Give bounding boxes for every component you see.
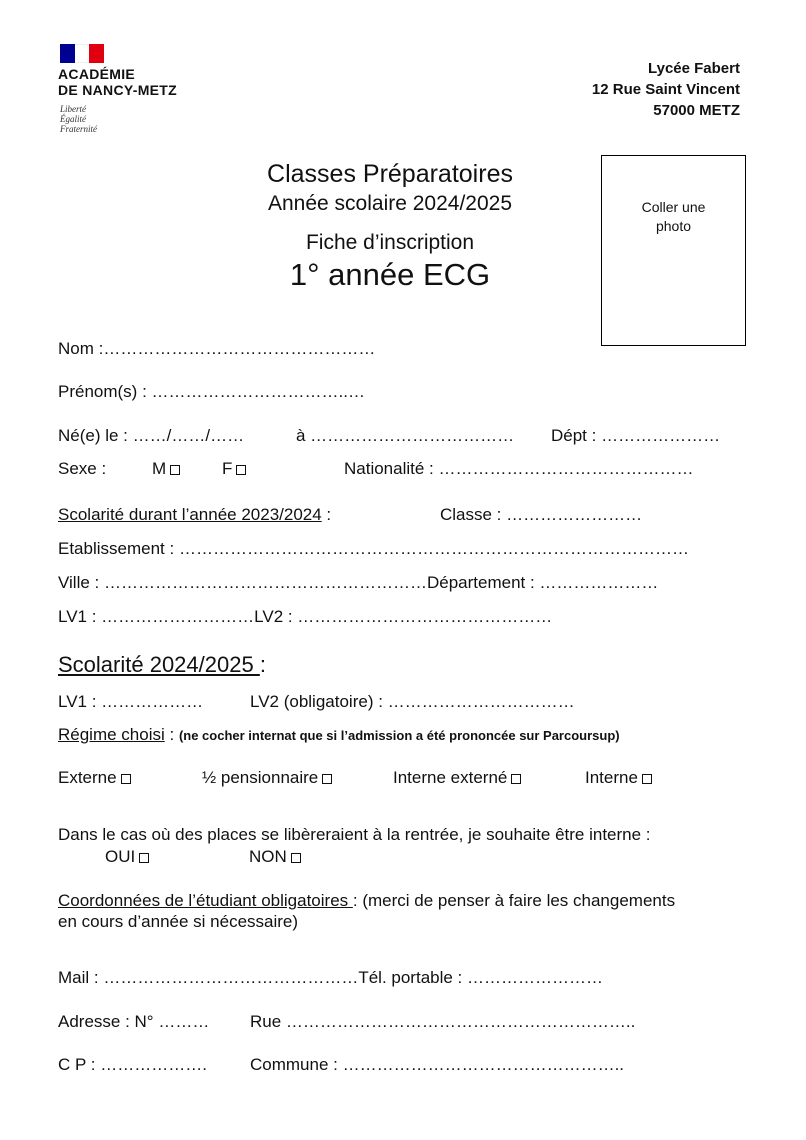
republic-flag-icon bbox=[60, 44, 104, 63]
sexe-f-label: F bbox=[222, 459, 233, 478]
code-postal-field[interactable]: C P : ………………. bbox=[58, 1055, 207, 1074]
regime-heading bbox=[58, 725, 620, 745]
photo-box[interactable] bbox=[601, 155, 746, 346]
academy-line2: DE NANCY-METZ bbox=[58, 82, 178, 98]
lv2-field[interactable]: LV2 (obligatoire) : …………………………… bbox=[250, 692, 575, 711]
interne-option[interactable] bbox=[585, 768, 652, 788]
etablissement-field[interactable]: Etablissement : ……………………………………………………………………………… bbox=[58, 539, 689, 558]
interne-externe-label: Interne externé bbox=[393, 768, 508, 787]
school-city: 57000 METZ bbox=[653, 102, 740, 119]
checkbox-oui[interactable] bbox=[139, 853, 149, 863]
motto-egalite: Égalité bbox=[60, 114, 86, 124]
prenom-field[interactable]: Prénom(s) : ……………………………..… bbox=[58, 382, 365, 401]
academy-logo-text bbox=[58, 66, 177, 98]
non-label: NON bbox=[249, 847, 287, 866]
form-title: Classes Préparatoires bbox=[267, 160, 513, 188]
academy-line1: ACADÉMIE bbox=[58, 66, 136, 82]
checkbox-interne[interactable] bbox=[642, 774, 652, 784]
lv1-field[interactable]: LV1 : ……………… bbox=[58, 692, 204, 711]
previous-schooling-heading bbox=[58, 505, 331, 525]
classe-field[interactable]: Classe : …………………… bbox=[440, 505, 643, 524]
class-level: 1° année ECG bbox=[289, 257, 491, 292]
previous-schooling-label: Scolarité durant l’année 2023/2024 bbox=[58, 505, 322, 524]
demi-pension-option[interactable] bbox=[202, 768, 332, 788]
oui-label: OUI bbox=[105, 847, 136, 866]
contact-label: Coordonnées de l’étudiant obligatoires bbox=[58, 891, 353, 910]
checkbox-interne-externe[interactable] bbox=[511, 774, 521, 784]
contact-note: : (merci de penser à faire les changements bbox=[352, 891, 676, 910]
interne-label: Interne bbox=[585, 768, 638, 787]
photo-label-line2: photo bbox=[655, 218, 692, 234]
contact-heading bbox=[58, 891, 675, 911]
school-year: Année scolaire 2024/2025 bbox=[267, 192, 513, 215]
non-option[interactable] bbox=[249, 847, 301, 867]
school-street: 12 Rue Saint Vincent bbox=[591, 81, 740, 98]
externe-label: Externe bbox=[58, 768, 117, 787]
rue-field[interactable]: Rue …………………………………………………….. bbox=[250, 1012, 636, 1031]
ville-departement-field[interactable]: Ville : …………………………………………………Département : ………………… bbox=[58, 573, 659, 592]
previous-schooling-colon: : bbox=[321, 505, 332, 524]
school-address bbox=[592, 58, 740, 121]
checkbox-demi-pension[interactable] bbox=[322, 774, 332, 784]
dept-field[interactable]: Dépt : ………………… bbox=[551, 426, 721, 445]
birthplace-field[interactable]: à ……………………………… bbox=[296, 426, 515, 445]
adresse-numero-field[interactable]: Adresse : N° ……… bbox=[58, 1012, 210, 1031]
checkbox-externe[interactable] bbox=[121, 774, 131, 784]
current-schooling-heading bbox=[58, 652, 266, 678]
checkbox-m[interactable] bbox=[170, 465, 180, 475]
checkbox-f[interactable] bbox=[236, 465, 246, 475]
regime-colon: : bbox=[164, 725, 179, 744]
commune-field[interactable]: Commune : ………………………………………….. bbox=[250, 1055, 625, 1074]
previous-languages-field[interactable]: LV1 : ………………………LV2 : ……………………………………… bbox=[58, 607, 553, 626]
birthdate-field[interactable]: Né(e) le : ……/……/…… bbox=[58, 426, 245, 445]
current-schooling-colon: : bbox=[259, 652, 266, 677]
internat-question: Dans le cas où des places se libèreraient à la rentrée, je souhaite être interne : bbox=[58, 825, 651, 844]
regime-note: (ne cocher internat que si l’admission a été prononcée sur Parcoursup) bbox=[178, 728, 620, 743]
nationalite-field[interactable]: Nationalité : ……………………………………… bbox=[344, 459, 694, 478]
motto-fraternite: Fraternité bbox=[60, 124, 97, 134]
externe-option[interactable] bbox=[58, 768, 131, 788]
school-name: Lycée Fabert bbox=[648, 60, 740, 77]
checkbox-non[interactable] bbox=[291, 853, 301, 863]
motto-liberte: Liberté bbox=[60, 104, 86, 114]
sexe-m-option[interactable] bbox=[152, 459, 180, 479]
sexe-f-option[interactable] bbox=[222, 459, 246, 479]
republic-motto bbox=[60, 104, 97, 134]
sexe-m-label: M bbox=[152, 459, 167, 478]
demi-pension-label: ½ pensionnaire bbox=[202, 768, 319, 787]
oui-option[interactable] bbox=[105, 847, 149, 867]
contact-note-line2: en cours d’année si nécessaire) bbox=[58, 912, 299, 931]
photo-label-line1: Coller une bbox=[641, 199, 706, 215]
regime-label: Régime choisi bbox=[58, 725, 165, 744]
sexe-label: Sexe : bbox=[58, 459, 107, 478]
mail-phone-field[interactable]: Mail : ………………………………………Tél. portable : …………………… bbox=[58, 968, 604, 987]
nom-field[interactable]: Nom :………………………………………… bbox=[58, 339, 376, 358]
form-subtitle: Fiche d’inscription bbox=[305, 231, 475, 254]
interne-externe-option[interactable] bbox=[393, 768, 521, 788]
current-schooling-label: Scolarité 2024/2025 bbox=[58, 652, 260, 677]
